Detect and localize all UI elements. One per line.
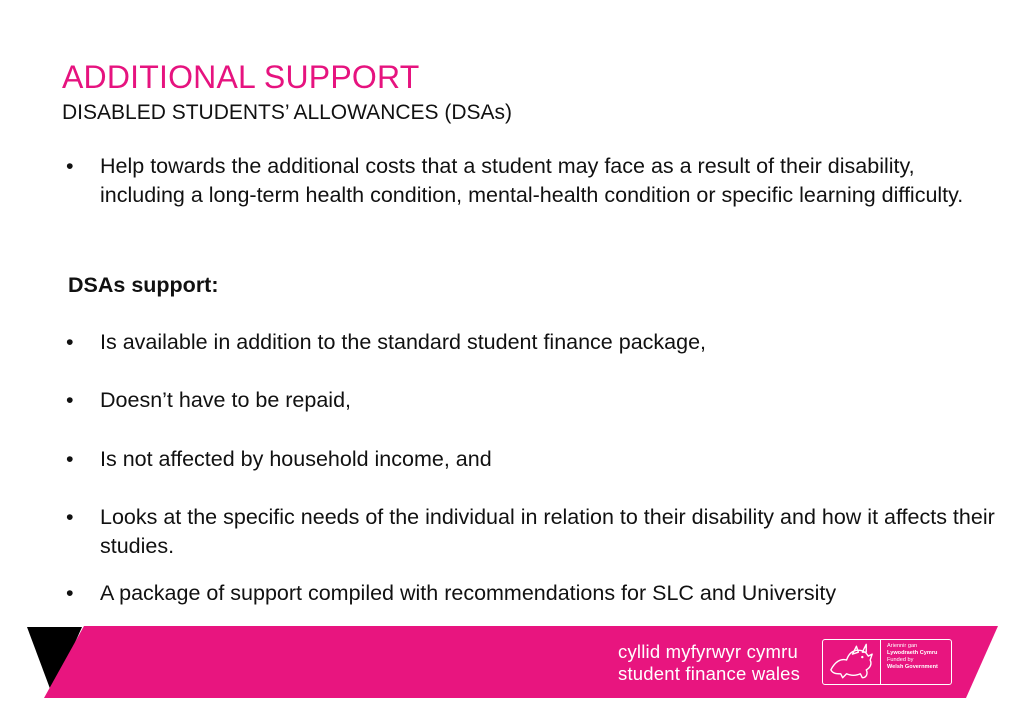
bullet-text: Is not affected by household income, and bbox=[100, 447, 492, 471]
bullet-marker: • bbox=[66, 505, 74, 529]
brand-english: student finance wales bbox=[618, 663, 801, 684]
support-bullet bbox=[66, 328, 1001, 357]
bullet-text: Is available in addition to the standard student finance package, bbox=[100, 330, 706, 354]
section-heading: DSAs support: bbox=[68, 273, 219, 297]
brand-wordmark bbox=[618, 641, 800, 685]
bullet-text: Doesn’t have to be repaid, bbox=[100, 388, 351, 412]
badge-line: Welsh Government bbox=[887, 664, 938, 670]
badge-line: Funded by bbox=[887, 657, 914, 663]
welsh-government-badge bbox=[822, 639, 952, 685]
support-bullet bbox=[66, 503, 1001, 561]
bullet-marker: • bbox=[66, 388, 74, 412]
brand-welsh: cyllid myfyrwyr cymru bbox=[618, 641, 798, 662]
bullet-marker: • bbox=[66, 154, 74, 178]
bullet-marker: • bbox=[66, 447, 74, 471]
bullet-text: Looks at the specific needs of the individual in relation to their disability and how it affects their studies. bbox=[100, 505, 995, 558]
bullet-marker: • bbox=[66, 581, 74, 605]
bullet-text: Help towards the additional costs that a student may face as a result of their disability, including a long-term health condition, mental-health condition or specific learning difficulty. bbox=[100, 154, 964, 207]
support-bullet bbox=[66, 386, 1001, 415]
badge-text bbox=[887, 643, 951, 671]
bullet-text: A package of support compiled with recommendations for SLC and University bbox=[100, 581, 837, 605]
bullet-marker: • bbox=[66, 330, 74, 354]
welsh-dragon-icon bbox=[823, 640, 881, 684]
support-bullet bbox=[66, 445, 1001, 474]
badge-line: Ariennir gan bbox=[887, 643, 918, 649]
badge-line: Lywodraeth Cymru bbox=[887, 650, 938, 656]
slide-title: ADDITIONAL SUPPORT bbox=[62, 59, 420, 95]
support-bullet bbox=[66, 579, 1001, 608]
intro-bullet bbox=[66, 152, 1001, 210]
slide-subtitle: DISABLED STUDENTS’ ALLOWANCES (DSAs) bbox=[62, 101, 513, 124]
